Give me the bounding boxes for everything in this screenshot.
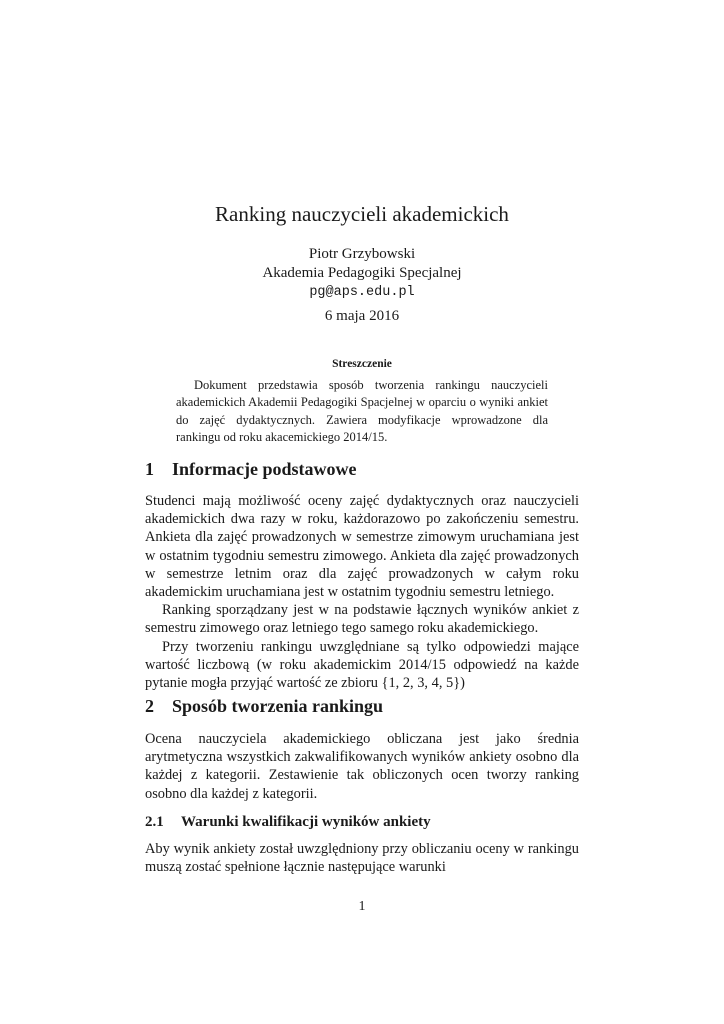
paragraph: Studenci mają możliwość oceny zajęć dydaktycznych oraz nauczycieli akademickich dwa razy w roku, każdorazowo po zakończeniu semestru. Ankieta dla zajęć prowadzonych w semestrze zimowym uruchamiana jest w ostatnim tygodniu semestru zimowego. Ankieta dla zajęć prowadzonych w semestrze letnim oraz dla zajęć prowadzonych w całym roku akademickim uruchamiana jest w ostatnim tygodniu semestru letniego. bbox=[145, 493, 579, 601]
page-number: 1 bbox=[358, 899, 366, 914]
document-title: Ranking nauczycieli akademickich bbox=[215, 202, 509, 226]
author-name: Piotr Grzybowski bbox=[308, 246, 416, 262]
paragraph: Przy tworzeniu rankingu uwzględniane są tylko odpowiedzi mające wartość liczbową (w roku akademickim 2014/15 odpowiedź na każde pytanie mogła przyjąć wartość ze zbioru {1, 2, 3, 4, 5}) bbox=[145, 638, 579, 692]
abstract-text: Dokument przedstawia sposób tworzenia rankingu nauczycieli akademickich Akademii Pedagogiki Spacjelnej w oparciu o wyniki ankiet do zajęć dydaktycznych. Zawiera modyfikacje wprowadzone dla rankingu od roku akacemickiego 2014/15. bbox=[176, 378, 548, 444]
abstract-heading: Streszczenie bbox=[332, 358, 392, 370]
author-email: pg@aps.edu.pl bbox=[309, 285, 415, 300]
section-title: Informacje podstawowe bbox=[172, 459, 357, 479]
section-1-heading bbox=[145, 459, 356, 480]
subsection-number: 2.1 bbox=[145, 814, 164, 830]
section-1-body bbox=[145, 492, 579, 692]
section-number: 2 bbox=[145, 696, 154, 716]
subsection-2-1-body bbox=[145, 840, 579, 876]
subsection-2-1-heading bbox=[145, 814, 431, 831]
author-block bbox=[0, 245, 724, 302]
section-title: Sposób tworzenia rankingu bbox=[172, 696, 384, 716]
paragraph: Aby wynik ankiety został uwzględniony przy obliczaniu oceny w rankingu muszą zostać spełnione łącznie następujące warunki bbox=[145, 841, 579, 876]
paragraph: Ranking sporządzany jest w na podstawie łącznych wyników ankiet z semestru zimowego oraz letniego tego samego roku akademickiego. bbox=[145, 602, 579, 637]
section-2-body bbox=[145, 730, 579, 803]
section-2-heading bbox=[145, 696, 383, 717]
subsection-title: Warunki kwalifikacji wyników ankiety bbox=[181, 814, 431, 830]
author-affiliation: Akademia Pedagogiki Specjalnej bbox=[262, 265, 462, 281]
paragraph: Ocena nauczyciela akademickiego obliczana jest jako średnia arytmetyczna wszystkich zakwalifikowanych wyników ankiety osobno dla każdej z kategorii. Zestawienie tak obliczonych ocen tworzy ranking osobno dla każdej z kategorii. bbox=[145, 731, 579, 802]
document-date: 6 maja 2016 bbox=[324, 308, 400, 324]
section-number: 1 bbox=[145, 459, 154, 479]
